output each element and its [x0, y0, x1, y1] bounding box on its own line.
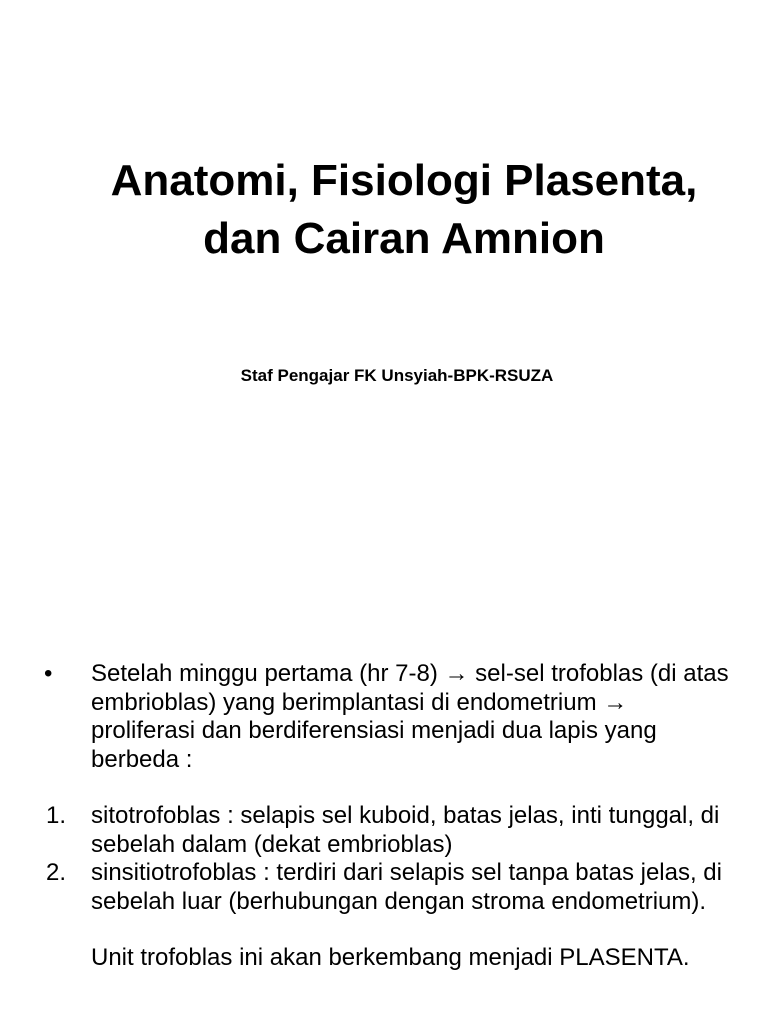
- numbered-item-1: [0, 802, 768, 859]
- bullet-marker: •: [44, 660, 53, 687]
- numbered-item-1-number: 1.: [46, 802, 67, 829]
- bullet-text: Setelah minggu pertama (hr 7-8) → sel-sel trofoblas (di atas embrioblas) yang berimplantasi di endometrium → proliferasi dan berdiferensiasi menjadi dua lapis yang berbeda :: [91, 660, 729, 773]
- numbered-item-2-number: 2.: [46, 859, 67, 886]
- closing-paragraph: Unit trofoblas ini akan berkembang menjadi PLASENTA.: [91, 944, 690, 971]
- bullet-item: [0, 660, 768, 774]
- slide-title: [0, 152, 768, 268]
- numbered-item-1-text: sitotrofoblas : selapis sel kuboid, batas jelas, inti tunggal, di sebelah dalam (dekat embrioblas): [91, 802, 720, 858]
- slide-body: [0, 660, 768, 973]
- numbered-item-2-text: sinsitiotrofoblas : terdiri dari selapis sel tanpa batas jelas, di sebelah luar (berhubungan dengan stroma endometrium).: [91, 859, 722, 915]
- numbered-item-2: [0, 859, 768, 916]
- slide-title-line-2: dan Cairan Amnion: [203, 214, 605, 263]
- slide-title-line-1: Anatomi, Fisiologi Plasenta,: [110, 156, 698, 205]
- slide-subtitle: Staf Pengajar FK Unsyiah-BPK-RSUZA: [240, 366, 554, 385]
